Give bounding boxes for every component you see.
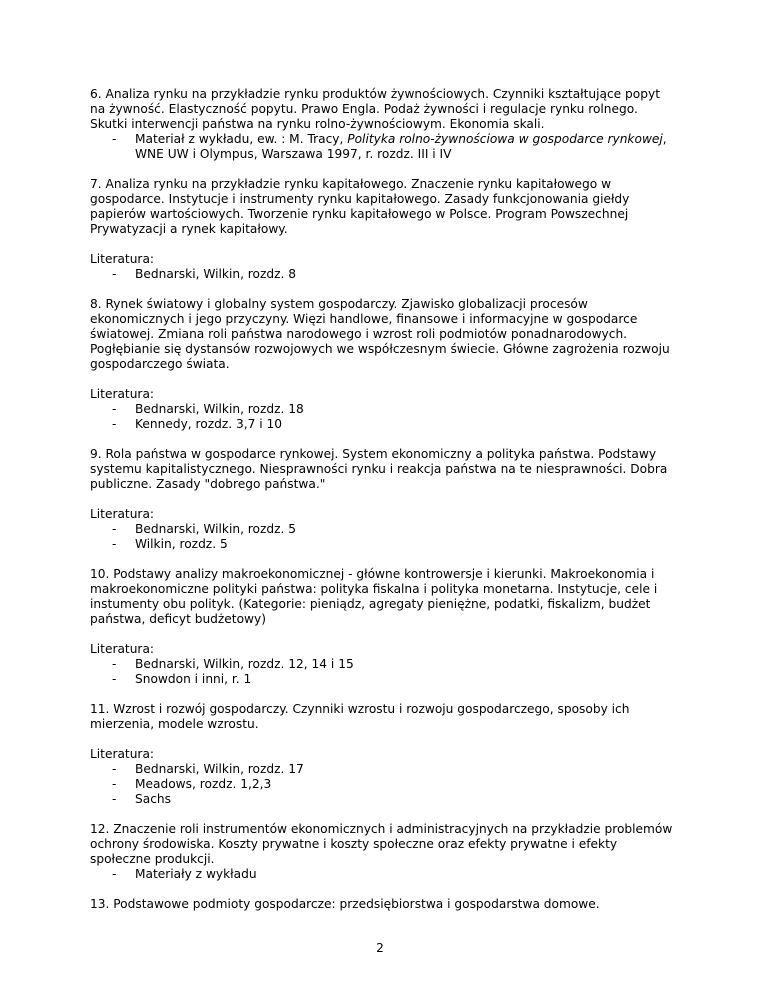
section-10-text: 10. Podstawy analizy makroekonomicznej - główne kontrowersje i kierunki. Makroekonomia i makroekonomiczne polityki państwa: polityka fiskalna i polityka monetarna. Instytucje, cele i instumenty obu polityk. (Kategorie: pieniądz, agregaty pieniężne, podatki, fiskalizm, budżet państwa, deficyt budżetowy) — [90, 567, 658, 626]
list-item-text: Snowdon i inni, r. 1 — [135, 672, 252, 686]
list-item — [90, 417, 675, 432]
literature-label: Literatura: — [90, 387, 155, 401]
bullet-dash: - — [112, 657, 117, 671]
list-item-text: , WNE UW i Olympus, Warszawa 1997, r. rozdz. III i IV — [135, 132, 667, 161]
section-8-text: 8. Rynek światowy i globalny system gospodarczy. Zjawisko globalizacji procesów ekonomicznych i jego przyczyny. Więzi handlowe, finansowe i informacyjne w gospodarce światowej. Zmiana roli państwa narodowego i wzrost roli podmiotów ponadnarodowych. Pogłębianie się dystansów rozwojowych we współczesnym świecie. Główne zagrożenia rozwoju gospodarczego świata. — [90, 297, 670, 371]
list-item-text: Materiały z wykładu — [135, 867, 257, 881]
bullet-dash: - — [112, 792, 117, 806]
list-item — [90, 537, 675, 552]
document-body — [90, 87, 675, 927]
list-item — [90, 672, 675, 687]
section-9 — [90, 447, 675, 492]
section-12-text: 12. Znaczenie roli instrumentów ekonomicznych i administracyjnych na przykładzie problemów ochrony środowiska. Koszty prywatne i koszty społeczne oraz efekty prywatne i efekty społeczne produkcji. — [90, 822, 673, 866]
list-item-text: Materiał z wykładu, ew. : M. Tracy, — [135, 132, 348, 146]
list-item — [90, 867, 675, 882]
list-item-text: Kennedy, rozdz. 3,7 i 10 — [135, 417, 283, 431]
section-10 — [90, 567, 675, 627]
section-9-literature — [90, 507, 675, 552]
list-item-text: Bednarski, Wilkin, rozdz. 17 — [135, 762, 304, 776]
list-item-text: Bednarski, Wilkin, rozdz. 8 — [135, 267, 297, 281]
literature-list — [90, 657, 675, 687]
bullet-dash: - — [112, 777, 117, 791]
list-item — [90, 762, 675, 777]
bullet-dash: - — [112, 132, 117, 146]
bullet-dash: - — [112, 522, 117, 536]
literature-label: Literatura: — [90, 642, 155, 656]
literature-list — [90, 267, 675, 282]
bullet-dash: - — [112, 867, 117, 881]
bullet-dash: - — [112, 762, 117, 776]
bullet-dash: - — [112, 417, 117, 431]
book-title: Polityka rolno-żywnościowa w gospodarce rynkowej — [347, 132, 663, 146]
list-item-text: Bednarski, Wilkin, rozdz. 18 — [135, 402, 304, 416]
bullet-dash: - — [112, 672, 117, 686]
section-7-text: 7. Analiza rynku na przykładzie rynku kapitałowego. Znaczenie rynku kapitałowego w gospodarce. Instytucje i instrumenty rynku kapitałowego. Zasady funkcjonowania giełdy papierów wartościowych. Tworzenie rynku kapitałowego w Polsce. Program Powszechnej Prywatyzacji a rynek kapitałowy. — [90, 177, 630, 236]
section-10-literature — [90, 642, 675, 687]
section-6-text: 6. Analiza rynku na przykładzie rynku produktów żywnościowych. Czynniki kształtujące popyt na żywność. Elastyczność popytu. Prawo Engla. Podaż żywności i regulacje rynku rolnego. Skutki interwencji państwa na rynku rolno-żywnościowym. Ekonomia skali. — [90, 87, 660, 131]
list-item — [90, 402, 675, 417]
list-item — [90, 777, 675, 792]
list-item — [90, 522, 675, 537]
bullet-dash: - — [112, 537, 117, 551]
list-item — [90, 657, 675, 672]
list-item-text: Sachs — [135, 792, 171, 806]
list-item — [90, 792, 675, 807]
literature-label: Literatura: — [90, 747, 155, 761]
section-11-text: 11. Wzrost i rozwój gospodarczy. Czynniki wzrostu i rozwoju gospodarczego, sposoby ich mierzenia, modele wzrostu. — [90, 702, 630, 731]
section-9-text: 9. Rola państwa w gospodarce rynkowej. System ekonomiczny a polityka państwa. Podstawy systemu kapitalistycznego. Niesprawności rynku i reakcja państwa na te niesprawności. Dobra publiczne. Zasady "dobrego państwa." — [90, 447, 668, 491]
list-item — [90, 267, 675, 282]
section-11-literature — [90, 747, 675, 807]
list-item-text: Wilkin, rozdz. 5 — [135, 537, 228, 551]
section-12-list — [90, 867, 675, 882]
literature-list — [90, 762, 675, 807]
section-13-text: 13. Podstawowe podmioty gospodarcze: przedsiębiorstwa i gospodarstwa domowe. — [90, 897, 600, 911]
page-number: 2 — [376, 941, 384, 955]
bullet-dash: - — [112, 267, 117, 281]
section-12 — [90, 822, 675, 882]
literature-label: Literatura: — [90, 252, 155, 266]
list-item-text: Bednarski, Wilkin, rozdz. 5 — [135, 522, 297, 536]
literature-list — [90, 522, 675, 552]
section-8 — [90, 297, 675, 372]
section-8-literature — [90, 387, 675, 432]
literature-list — [90, 402, 675, 432]
section-7 — [90, 177, 675, 237]
list-item — [90, 132, 675, 162]
section-11 — [90, 702, 675, 732]
section-6 — [90, 87, 675, 162]
list-item-text: Bednarski, Wilkin, rozdz. 12, 14 i 15 — [135, 657, 354, 671]
section-13 — [90, 897, 675, 912]
literature-label: Literatura: — [90, 507, 155, 521]
section-6-list — [90, 132, 675, 162]
section-7-literature — [90, 252, 675, 282]
list-item-text: Meadows, rozdz. 1,2,3 — [135, 777, 272, 791]
bullet-dash: - — [112, 402, 117, 416]
